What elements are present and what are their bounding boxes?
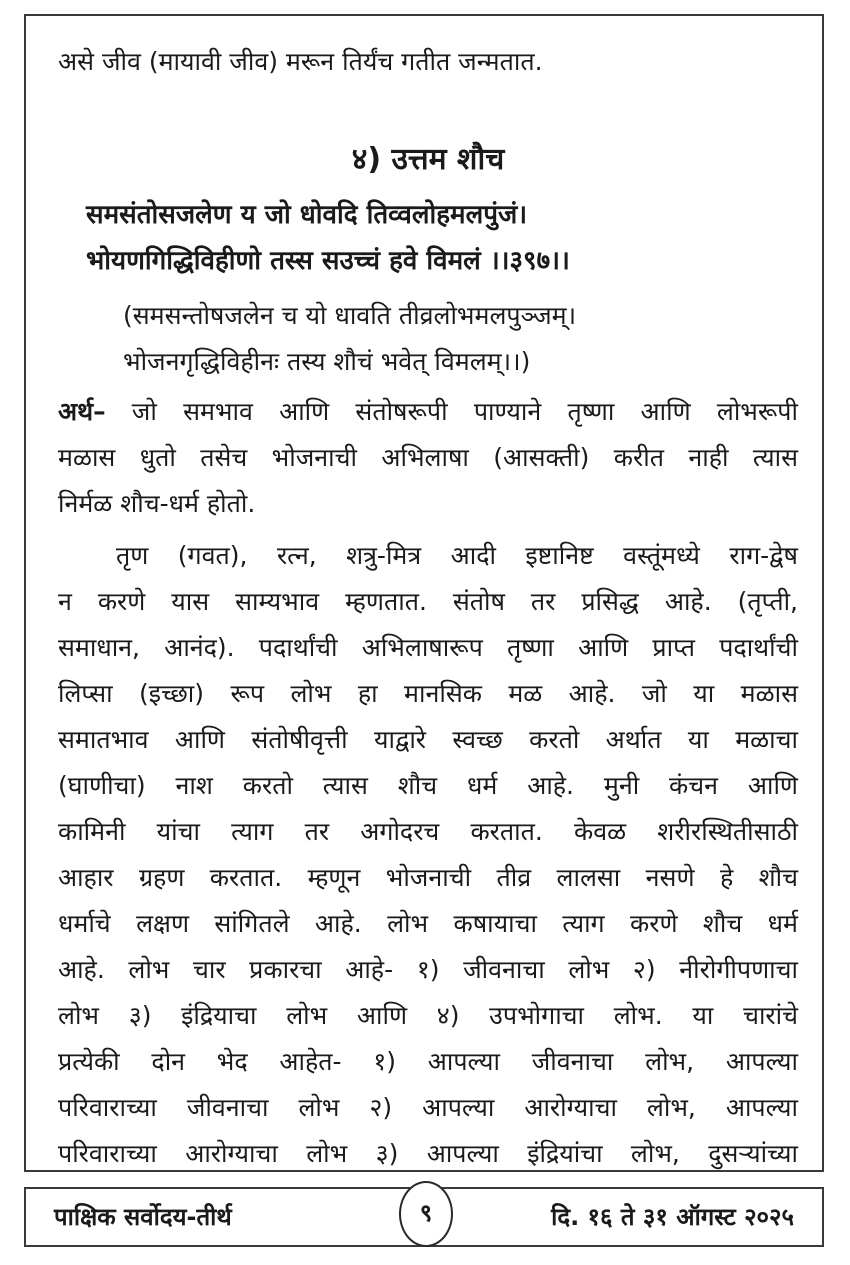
paragraph-line-9: धर्माचे लक्षण सांगितले आहे. लोभ कषायाचा त्याग करणे शौच धर्म	[58, 909, 798, 938]
paragraph-line-12: प्रत्येकी दोन भेद आहेत- १) आपल्या जीवनाचा लोभ, आपल्या	[58, 1047, 798, 1076]
paragraph-line-14: परिवाराच्या आरोग्याचा लोभ ३) आपल्या इंद्रियांचा लोभ, दुसऱ्यांच्या	[58, 1139, 798, 1168]
meaning-line-3: निर्मळ शौच-धर्म होतो.	[58, 489, 256, 518]
intro-line: असे जीव (मायावी जीव) मरून तिर्यंच गतीत जन्मतात.	[58, 47, 543, 76]
issue-date: दि. १६ ते ३१ ऑगस्ट २०२५	[551, 1203, 794, 1231]
verse-line-1: समसंतोसजलेण य जो धोवदि तिव्वलोहमलपुंजं।	[86, 200, 528, 230]
page-number: ९	[399, 1181, 453, 1247]
page-footer	[24, 1187, 824, 1247]
paragraph-line-7: कामिनी यांचा त्याग तर अगोदरच करतात. केवळ शरीरस्थितीसाठी	[58, 817, 798, 846]
paragraph-line-2: न करणे यास साम्यभाव म्हणतात. संतोष तर प्रसिद्ध आहे. (तृप्ती,	[58, 587, 798, 616]
paragraph-line-6: (घाणीचा) नाश करतो त्यास शौच धर्म आहे. मुनी कंचन आणि	[58, 771, 798, 800]
paragraph-line-13: परिवाराच्या जीवनाचा लोभ २) आपल्या आरोग्याचा लोभ, आपल्या	[58, 1093, 798, 1122]
paragraph-line-3: समाधान, आनंद). पदार्थांची अभिलाषारूप तृष्णा आणि प्राप्त पदार्थांची	[58, 633, 798, 662]
meaning-label: अर्थ–	[58, 397, 106, 426]
publication-name: पाक्षिक सर्वोदय-तीर्थ	[54, 1203, 232, 1231]
verse-line-2: भोयणगिद्धिविहीणो तस्स सउच्चं हवे विमलं ।।३९७।।	[86, 246, 570, 276]
meaning-text: जो समभाव आणि संतोषरूपी पाण्याने तृष्णा आणि लोभरूपी	[105, 397, 798, 426]
paragraph-line-4: लिप्सा (इच्छा) रूप लोभ हा मानसिक मळ आहे. जो या मळास	[58, 679, 798, 708]
meaning-line-1	[58, 394, 798, 430]
meaning-line-2: मळास धुतो तसेच भोजनाची अभिलाषा (आसक्ती) करीत नाही त्यास	[58, 443, 798, 472]
paragraph-line-8: आहार ग्रहण करतात. म्हणून भोजनाची तीव्र लालसा नसणे हे शौच	[58, 863, 798, 892]
sanskrit-line-2: भोजनगृद्धिविहीनः तस्य शौचं भवेत् विमलम्।।)	[123, 347, 531, 376]
paragraph-line-1: तृण (गवत), रत्न, शत्रु-मित्र आदी इष्टानिष्ट वस्तूंमध्ये राग-द्वेष	[116, 541, 798, 570]
paragraph-line-11: लोभ ३) इंद्रियाचा लोभ आणि ४) उपभोगाचा लोभ. या चारांचे	[58, 1001, 798, 1030]
sanskrit-line-1: (समसन्तोषजलेन च यो धावति तीव्रलोभमलपुञ्जम्।	[123, 301, 577, 330]
paragraph-line-5: समातभाव आणि संतोषीवृत्ती याद्वारे स्वच्छ करतो अर्थात या मळाचा	[58, 725, 798, 754]
paragraph-line-10: आहे. लोभ चार प्रकारचा आहे- १) जीवनाचा लोभ २) नीरोगीपणाचा	[58, 955, 798, 984]
section-heading: ४) उत्तम शौच	[351, 142, 505, 177]
page-frame	[24, 14, 824, 1172]
